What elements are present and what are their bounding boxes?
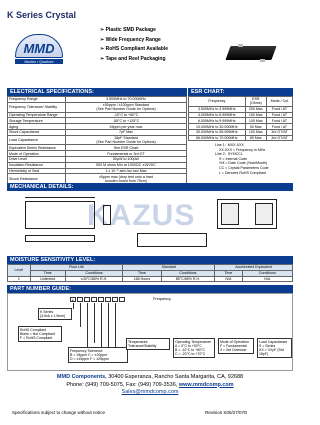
company-phone: Phone: (949) 709-5075, Fax: (949) 709-3536, bbox=[66, 381, 178, 388]
marking-line: Line 2: SYMCCL bbox=[215, 152, 243, 157]
spec-label: Shunt Capacitance bbox=[8, 129, 66, 135]
company-address: 30400 Esperanza, Rancho Santa Margarita, CA, 92688 bbox=[108, 374, 244, 380]
msl-sub-header: Conditions bbox=[242, 270, 292, 276]
esr-table bbox=[188, 96, 293, 141]
msl-cell: Unlimited bbox=[30, 276, 65, 282]
esr-cell: 3rd OT/AT bbox=[266, 135, 292, 141]
notice-text: Specifications subject to change without notice bbox=[12, 410, 106, 415]
esr-chart-header: ESR CHART: bbox=[188, 88, 293, 96]
spec-label: Operating Temperature Range bbox=[8, 112, 66, 118]
marking-line: XX.XXX = Frequency in MHz bbox=[215, 147, 266, 152]
esr-cell: Fund / AT bbox=[266, 112, 292, 118]
spec-value: Fundamental or 3rd OT bbox=[66, 151, 187, 157]
esr-cell: 56.000MHz to 70.000MHz bbox=[189, 135, 246, 141]
esr-cell: 100 Max bbox=[245, 129, 266, 135]
spec-row bbox=[8, 102, 187, 112]
msl-cell: N/A bbox=[242, 276, 292, 282]
marking-block bbox=[215, 143, 295, 175]
esr-cell: 6.000MHz to 9.999MHz bbox=[189, 118, 246, 124]
company-name: MMD Components, bbox=[56, 374, 107, 380]
pn-box-rohs: RoHS Compliant Blank = Not Compliant F = RoHS Compliant bbox=[18, 326, 62, 342]
esr-cell: 100 Max bbox=[245, 118, 266, 124]
spec-label: Drive Level bbox=[8, 157, 66, 163]
crystal-image bbox=[228, 42, 278, 64]
logo-tagline: Monitor • Quartzec bbox=[15, 59, 63, 64]
spec-row bbox=[8, 135, 187, 145]
spec-label: Equivalent Series Resistance bbox=[8, 145, 66, 151]
pn-box-temp-tolerance: Temperature Tolerance/Stability bbox=[126, 338, 170, 350]
esr-cell: Fund / AT bbox=[266, 124, 292, 130]
spec-label: Mode of Operation bbox=[8, 151, 66, 157]
msl-cell: 85°C/85% R.H. bbox=[161, 276, 215, 282]
esr-cell: 200 Max bbox=[245, 106, 266, 112]
esr-cell: 50 Max bbox=[245, 124, 266, 130]
msl-cell: N/A bbox=[215, 276, 242, 282]
esr-col-mode: Mode / Cut bbox=[266, 97, 292, 107]
msl-col-standard: Standard bbox=[123, 265, 215, 271]
spec-value: ±50ppm / ±100ppm Standard (See Part Number Guide for Options) bbox=[66, 102, 187, 112]
msl-table bbox=[7, 264, 293, 282]
feature-list bbox=[100, 27, 168, 62]
msl-sub-header: Time bbox=[123, 270, 161, 276]
esr-cell: Fund / AT bbox=[266, 106, 292, 112]
esr-row bbox=[189, 135, 293, 141]
spec-label: Aging bbox=[8, 124, 66, 130]
marking-line: S = Internal Code bbox=[215, 156, 248, 161]
marking-line: YM = Date Code (Year/Month) bbox=[215, 161, 268, 166]
website-link[interactable]: www.mmdcomp.com bbox=[178, 381, 234, 388]
msl-sub-header: Time bbox=[215, 270, 242, 276]
msl-col-floor-life: Floor Life bbox=[30, 265, 123, 271]
spec-label: Frequency Tolerance/ Stability bbox=[8, 102, 66, 112]
watermark: KAZUS bbox=[87, 199, 196, 232]
spec-value: 18pF Standard (See Part Number Guide for Options) bbox=[66, 135, 187, 145]
spec-value: 500 M ohms Min at 100VDC ±15VDC bbox=[66, 162, 187, 168]
frequency-label: Frequency bbox=[153, 297, 171, 301]
part-number-diagram: K Frequency K Series (3.5x6 x 1.5mm) RoHS Compliant Blank = Not Compliant F = RoHS Compliant Frequency Tolerance B = ±5ppm C = ±10ppm D = ±15ppm F = ±25ppm Temperature Tolerance/Stability Operating Temperature A = 0°C to +50°C B = -10°C to +60°C C = -20°C to +70°C Mode of Operation F = Fundamental 3 = 3rd Overtone Load Capacitance S = Series XX = XXpF (Std 18pF) bbox=[7, 293, 293, 371]
msl-sub-header: Conditions bbox=[65, 270, 122, 276]
esr-col-ohms: ESR (Ohms) bbox=[245, 97, 266, 107]
spec-label: Shock Resistance bbox=[8, 174, 66, 184]
esr-cell: 3.500MHz to 3.999MHz bbox=[189, 106, 246, 112]
esr-cell: 4.000MHz to 5.999MHz bbox=[189, 112, 246, 118]
msl-col-accelerated: Accelerated Equivalent bbox=[215, 265, 293, 271]
spec-value: See ESR Chart bbox=[66, 145, 187, 151]
company-footer bbox=[7, 374, 293, 397]
pn-box-load-cap: Load Capacitance S = Series XX = XXpF (Std 18pF) bbox=[257, 338, 292, 358]
spec-label: Storage Temperature bbox=[8, 118, 66, 124]
feature-item: ➢ Plastic SMD Package bbox=[100, 27, 156, 33]
spec-value: -55°C to +125°C bbox=[66, 118, 187, 124]
email-link[interactable]: Sales@mmdcomp.com bbox=[121, 389, 179, 395]
series-title: K Series Crystal bbox=[7, 10, 77, 20]
msl-col-level: Level bbox=[8, 265, 31, 277]
mechanical-details-header: MECHANICAL DETAILS: bbox=[7, 183, 293, 191]
msl-cell: 168 Hours bbox=[123, 276, 161, 282]
spec-value: 50μW to 100μW bbox=[66, 157, 187, 163]
esr-cell: 80 Max bbox=[245, 135, 266, 141]
msl-header: MOISTURE SENSITIVITY LEVEL: bbox=[7, 256, 293, 264]
esr-col-frequency: Frequency bbox=[189, 97, 246, 107]
esr-cell: 3rd OT/AT bbox=[266, 129, 292, 135]
spec-value: -10°C to +60°C bbox=[66, 112, 187, 118]
marking-line: CC = Crystal Parameters Code bbox=[215, 165, 269, 170]
marking-line: L = Denotes RoHS Compliant bbox=[215, 170, 267, 175]
revision-text: Revision K06/27/07D bbox=[205, 410, 248, 415]
mmd-logo bbox=[15, 34, 63, 68]
feature-item: ➢ Tape and Reel Packaging bbox=[100, 55, 166, 62]
esr-cell: 150 Max bbox=[245, 112, 266, 118]
spec-value: 3.500MHz to 70.000MHz bbox=[66, 97, 187, 103]
msl-cell: ≤30°C/85% R.H. bbox=[65, 276, 122, 282]
logo-wordmark: MMD bbox=[23, 41, 55, 56]
pn-box-mode: Mode of Operation F = Fundamental 3 = 3rd Overtone bbox=[218, 338, 254, 354]
msl-sub-header: Time bbox=[30, 270, 65, 276]
msl-cell: 1 bbox=[8, 276, 31, 282]
electrical-specs-header: ELECTRICAL SPECIFICATIONS: bbox=[7, 88, 187, 96]
part-number-guide-header: PART NUMBER GUIDE: bbox=[7, 285, 293, 293]
pn-box-freq-tolerance: Frequency Tolerance B = ±5ppm C = ±10ppm D = ±15ppm F = ±25ppm bbox=[68, 347, 128, 363]
esr-cell: Fund / AT bbox=[266, 118, 292, 124]
feature-item: ➢ Wide Frequency Range bbox=[100, 36, 161, 43]
spec-label: Load Capacitance bbox=[8, 135, 66, 145]
pn-box-series: K Series (3.5x6 x 1.5mm) bbox=[38, 308, 72, 320]
spec-value: 1 x 10⁻⁸ atm /cc/ sec Max bbox=[66, 168, 187, 174]
spec-label: Frequency Range bbox=[8, 97, 66, 103]
electrical-specs-table bbox=[7, 96, 187, 184]
mechanical-drawing bbox=[7, 191, 293, 251]
marking-line: Line 1: MXX.XXX bbox=[215, 143, 244, 147]
esr-cell: 30.000MHz to 55.999MHz bbox=[189, 129, 246, 135]
spec-value: ±5ppm max (drop test onto a hard wooden board from 75cm) bbox=[66, 174, 187, 184]
spec-label: Hermeticity of Seal bbox=[8, 168, 66, 174]
spec-label: Insulation Resistance bbox=[8, 162, 66, 168]
spec-value: 7pF Max bbox=[66, 129, 187, 135]
feature-item: ➢ RoHS Compliant Available bbox=[100, 46, 169, 52]
msl-sub-header: Conditions bbox=[161, 270, 215, 276]
pn-box-operating-temp: Operating Temperature A = 0°C to +50°C B = -10°C to +60°C C = -20°C to +70°C bbox=[173, 338, 215, 358]
spec-value: ±5ppm per year max bbox=[66, 124, 187, 130]
esr-cell: 10.000MHz to 30.000MHz bbox=[189, 124, 246, 130]
